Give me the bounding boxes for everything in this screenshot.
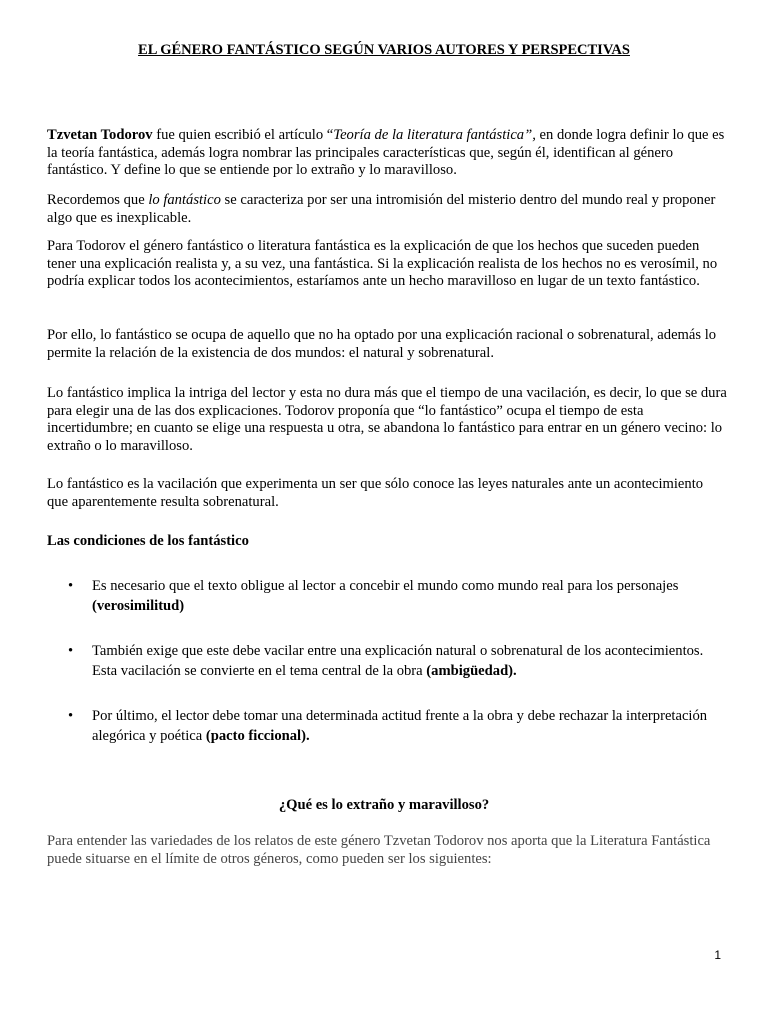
paragraph-text: fue quien escribió el artículo “ — [152, 127, 334, 143]
document-title: EL GÉNERO FANTÁSTICO SEGÚN VARIOS AUTORES Y PERSPECTIVAS — [138, 42, 630, 58]
bullet-item — [68, 706, 728, 748]
paragraph-lo-fantastico — [47, 192, 727, 227]
bullet-body: También exige que este debe vacilar entre una explicación natural o sobrenatural de los acontecimientos. Esta vacilación se convierte en el tema central de la obra — [92, 643, 704, 679]
bullet-bold-term: (ambigüedad). — [426, 663, 517, 679]
bullet-text — [92, 576, 732, 616]
conditions-heading: Las condiciones de los fantástico — [47, 533, 249, 549]
emphasis-text: lo fantástico — [148, 192, 221, 208]
paragraph-variedades: Para entender las variedades de los relatos de este género Tzvetan Todorov nos aporta que la Literatura Fantástica puede situarse en el límite de otros géneros, como pueden ser los siguientes: — [47, 833, 711, 867]
paragraph-text: en donde logra definir lo que es la teoría fantástica, además logra nombrar las principales características que, según él, identifican al género fantástico. Y define lo que se entiende por lo extraño y lo maravilloso. — [47, 127, 725, 178]
bullet-text — [92, 641, 732, 681]
question-heading: ¿Qué es lo extraño y maravilloso? — [278, 797, 490, 813]
bullet-body: Es necesario que el texto obligue al lector a concebir el mundo como mundo real para los personajes — [92, 578, 679, 594]
paragraph-definition: Para Todorov el género fantástico o literatura fantástica es la explicación de que los hechos que suceden pueden tener una explicación realista y, a su vez, una fantástica. Si la explicación realista de los hechos no es verosímil, no podría explicar todos los acontecimientos, estaríamos ante un hecho maravilloso en lugar de un texto fantástico. — [47, 238, 718, 289]
paragraph-vacilacion: Lo fantástico es la vacilación que experimenta un ser que sólo conoce las leyes naturales ante un acontecimiento que aparentemente resulta sobrenatural. — [47, 476, 704, 510]
paragraph-intriga: Lo fantástico implica la intriga del lector y esta no dura más que el tiempo de una vacilación, es decir, lo que se dura para elegir una de las dos explicaciones. Todorov proponía que “lo fantástico” ocupa el tiempo de esta incertidumbre; en cuanto se elige una respuesta u otra, se abandona lo fantástico para entrar en un género vecino: lo extraño o lo maravilloso. — [47, 385, 727, 454]
bullet-dot: • — [68, 708, 74, 724]
author-name: Tzvetan Todorov — [47, 127, 153, 143]
bullet-body: Por último, el lector debe tomar una determinada actitud frente a la obra y debe rechazar la interpretación alegórica y poética — [92, 708, 708, 744]
bullet-item — [68, 641, 728, 683]
bullet-dot: • — [68, 643, 74, 659]
bullet-dot: • — [68, 578, 74, 594]
paragraph-todorov-intro — [47, 127, 727, 180]
bullet-bold-term: (pacto ficcional). — [205, 728, 310, 744]
bullet-bold-term: (verosimilitud) — [92, 598, 185, 614]
bullet-text — [92, 706, 732, 746]
bullet-item — [68, 576, 728, 618]
article-title: Teoría de la literatura fantástica”, — [333, 127, 536, 143]
paragraph-text: Recordemos que — [47, 192, 149, 208]
paragraph-por-ello: Por ello, lo fantástico se ocupa de aquello que no ha optado por una explicación racional o sobrenatural, además lo permite la relación de la existencia de dos mundos: el natural y sobrenatural. — [47, 327, 717, 361]
page-number: 1 — [714, 948, 721, 962]
paragraph-text: se caracteriza por ser una intromisión del misterio dentro del mundo real y proponer algo que es inexplicable. — [47, 192, 716, 226]
